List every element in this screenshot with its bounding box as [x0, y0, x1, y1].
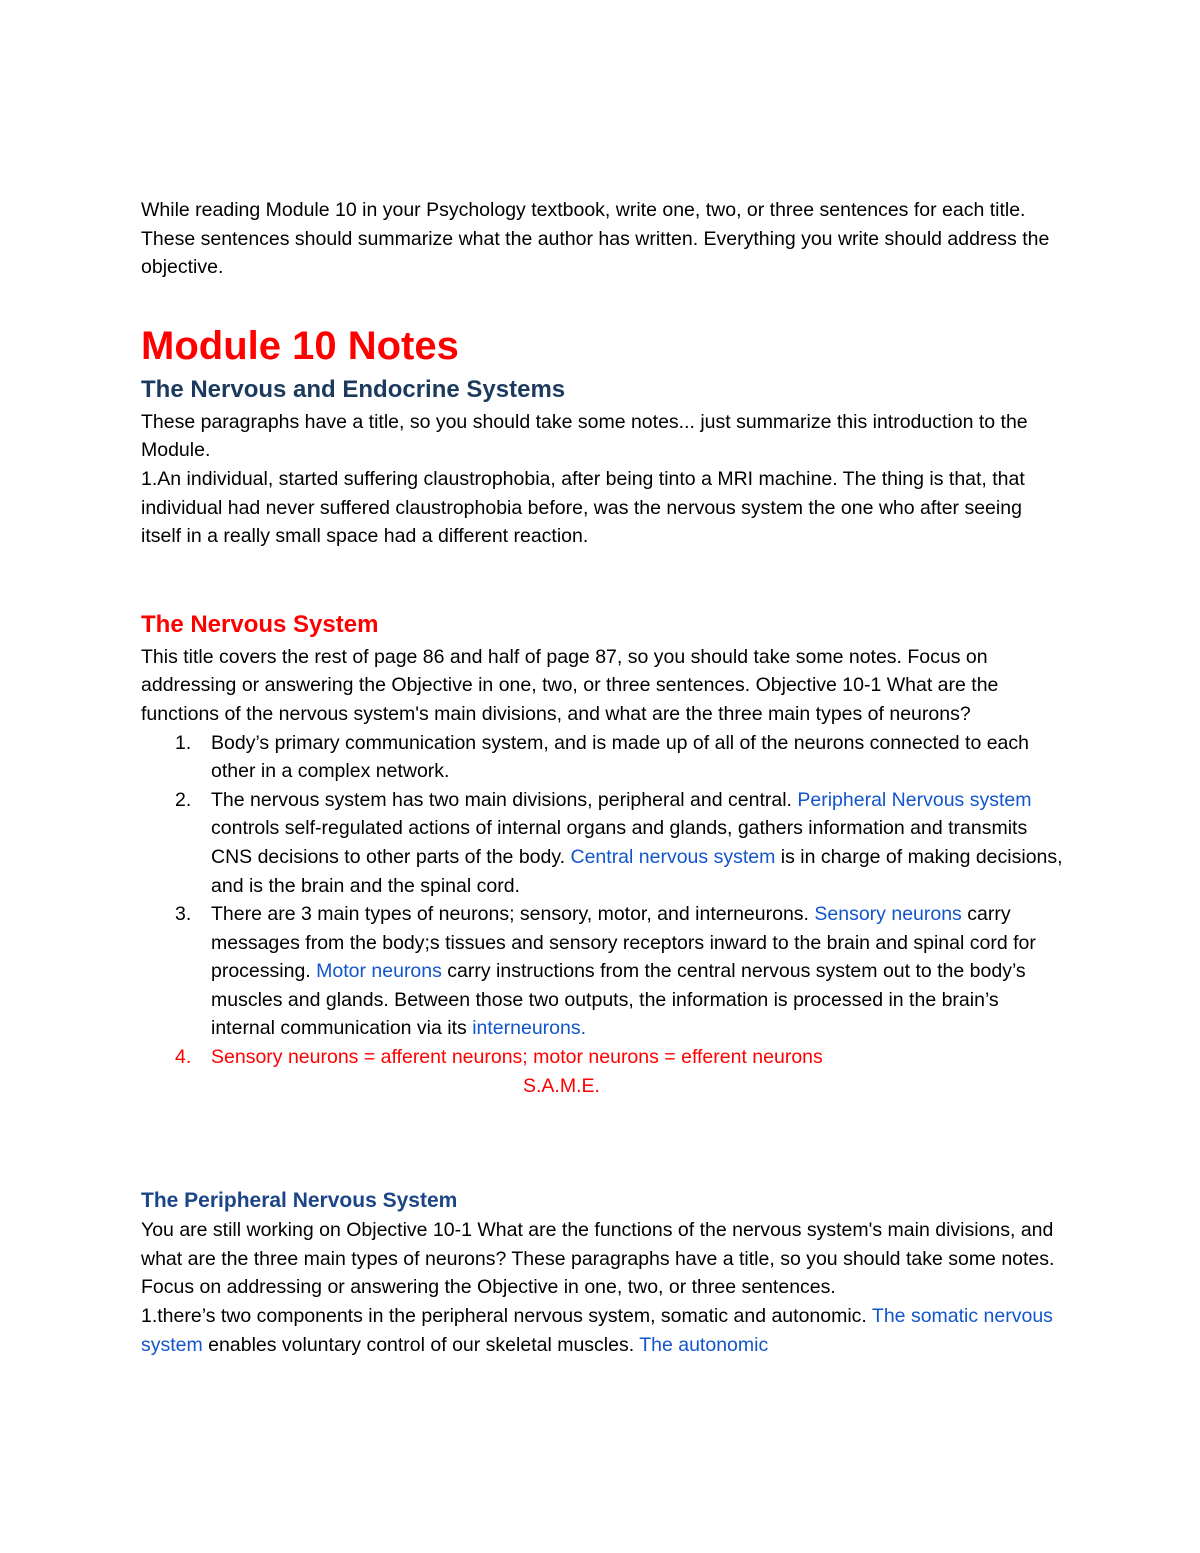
- notes-list: [141, 729, 1066, 1072]
- list-item: [141, 786, 1066, 900]
- list-item-text: Sensory neurons = afferent neurons; motor neurons = efferent neurons: [211, 1046, 823, 1069]
- section3-note: [141, 1302, 1066, 1359]
- list-item-text: is in charge of making decisions, and is the brain and the spinal cord.: [211, 845, 1063, 897]
- mnemonic-same: S.A.M.E.: [523, 1074, 600, 1097]
- list-number: 4.: [175, 1046, 192, 1069]
- section2-instructions: This title covers the rest of page 86 and half of page 87, so you should take some notes. Focus on addressing or answering the Objective in one, two, or three sentences. Objective 10-1 What are the functions of the nervous system's main divisions, and what are the three main types of neurons?: [141, 645, 999, 725]
- list-number: 2.: [175, 788, 192, 811]
- section-heading-nervous-system: The Nervous System: [141, 610, 379, 638]
- note-text: 1.there’s two components in the peripheral nervous system, somatic and autonomic.: [141, 1305, 872, 1328]
- list-item-text: carry instructions from the central nervous system out to the body’s muscles and glands. Between those two outputs, the information is processed in the brain’s internal communication via its: [211, 960, 1026, 1040]
- list-item-text: The nervous system has two main divisions, peripheral and central.: [211, 788, 798, 811]
- list-item-text: There are 3 main types of neurons; sensory, motor, and interneurons.: [211, 903, 815, 926]
- term-autonomic: The autonomic: [639, 1333, 769, 1356]
- list-number: 3.: [175, 903, 192, 926]
- term-sensory-neurons: Sensory neurons: [814, 903, 962, 926]
- term-motor-neurons: Motor neurons: [316, 960, 442, 983]
- intro-paragraph: While reading Module 10 in your Psychology textbook, write one, two, or three sentences for each title. These sentences should summarize what the author has written. Everything you write should address the objective.: [141, 199, 1050, 279]
- term-somatic-nervous-system: The somatic nervous system: [141, 1305, 1053, 1356]
- section-heading-peripheral-nervous-system: The Peripheral Nervous System: [141, 1189, 458, 1213]
- term-peripheral-nervous-system: Peripheral Nervous system: [797, 788, 1032, 811]
- section3-instructions: You are still working on Objective 10-1 What are the functions of the nervous system's main divisions, and what are the three main types of neurons? These paragraphs have a title, so you should take some notes. Focus on addressing or answering the Objective in one, two, or three sentences.: [141, 1219, 1055, 1299]
- section-heading-nervous-endocrine: The Nervous and Endocrine Systems: [141, 375, 566, 403]
- list-item-text: Body’s primary communication system, and is made up of all of the neurons connected to each other in a complex network.: [211, 731, 1029, 783]
- list-number: 1.: [175, 731, 192, 754]
- page-title: Module 10 Notes: [141, 323, 459, 368]
- section1-note: 1.An individual, started suffering claustrophobia, after being tinto a MRI machine. The thing is that, that individual had never suffered claustrophobia before, was the nervous system the one who after seeing itself in a really small space had a different reaction.: [141, 467, 1025, 548]
- list-item: [141, 729, 1066, 786]
- note-text: enables voluntary control of our skeletal muscles.: [202, 1333, 640, 1356]
- term-interneurons: interneurons.: [472, 1017, 587, 1040]
- list-item-text: controls self-regulated actions of internal organs and glands, gathers information and transmits CNS decisions to other parts of the body.: [211, 817, 1028, 868]
- section1-instructions: These paragraphs have a title, so you should take some notes... just summarize this introduction to the Module.: [141, 410, 1028, 462]
- document-page: [141, 196, 1066, 1359]
- term-central-nervous-system: Central nervous system: [570, 845, 776, 868]
- list-item: [141, 1043, 1066, 1072]
- list-item-text: carry messages from the body;s tissues and sensory receptors inward to the brain and spinal cord for processing.: [211, 903, 1036, 983]
- list-item: [141, 900, 1066, 1043]
